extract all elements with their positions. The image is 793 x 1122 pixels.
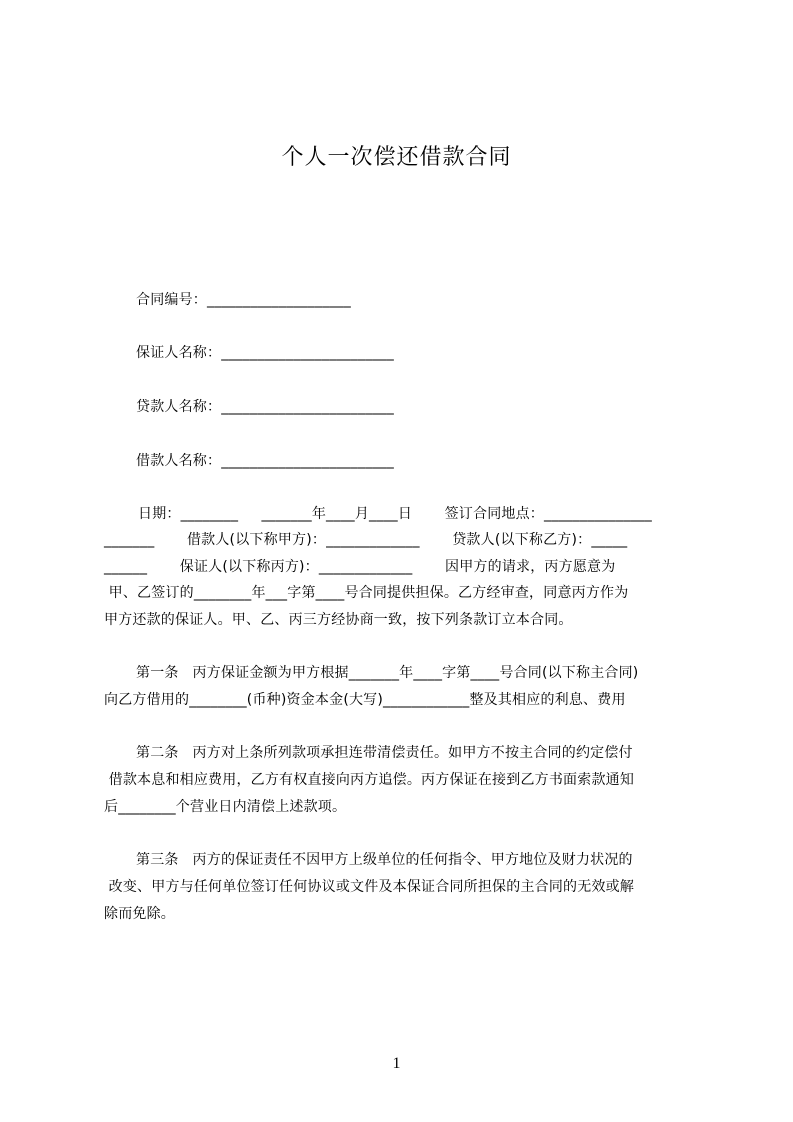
- page-number: 1: [392, 1055, 401, 1072]
- article-2-line-3: 后________个营业日内清偿上述款项。: [104, 799, 347, 815]
- article-1-line-1: 第一条 丙方保证金额为甲方根据_______年____字第____号合同(以下称主合同): [136, 665, 639, 681]
- borrower-name-field: 借款人名称：________________________: [136, 453, 394, 469]
- article-3-line-3: 除而免除。: [104, 906, 175, 922]
- article-1-line-2: 向乙方借用的________(币种)资金本金(大写)____________整及其相应的利息、费用: [104, 692, 626, 708]
- intro-line-3: ______ 保证人(以下称丙方)：_____________ 因甲方的请求，丙方愿意为: [104, 559, 616, 575]
- article-3-line-1: 第三条 丙方的保证责任不因甲方上级单位的任何指令、甲方地位及财力状况的: [136, 852, 633, 868]
- intro-line-2: _______ 借款人(以下称甲方)：_____________ 贷款人(以下称乙方)：_____: [104, 532, 628, 548]
- article-3-line-2: 改变、甲方与任何单位签订任何协议或文件及本保证合同所担保的主合同的无效或解: [104, 879, 635, 895]
- intro-line-4: 甲、乙签订的________年___字第____号合同提供担保。乙方经审查，同意丙方作为: [104, 585, 629, 601]
- document-title: 个人一次偿还借款合同: [281, 145, 512, 170]
- intro-line-1: 日期：________ _______年____月____日 签订合同地点：_______________: [138, 506, 653, 522]
- lender-name-field: 贷款人名称：________________________: [136, 399, 394, 415]
- contract-number-field: 合同编号：____________________: [136, 292, 351, 308]
- article-2-line-1: 第二条 丙方对上条所列款项承担连带清偿责任。如甲方不按主合同的约定偿付: [136, 745, 633, 761]
- intro-line-5: 甲方还款的保证人。甲、乙、丙三方经协商一致，按下列条款订立本合同。: [104, 612, 573, 628]
- guarantor-name-field: 保证人名称：________________________: [136, 345, 394, 361]
- article-2-line-2: 借款本息和相应费用，乙方有权直接向丙方追偿。丙方保证在接到乙方书面索款通知: [104, 772, 635, 788]
